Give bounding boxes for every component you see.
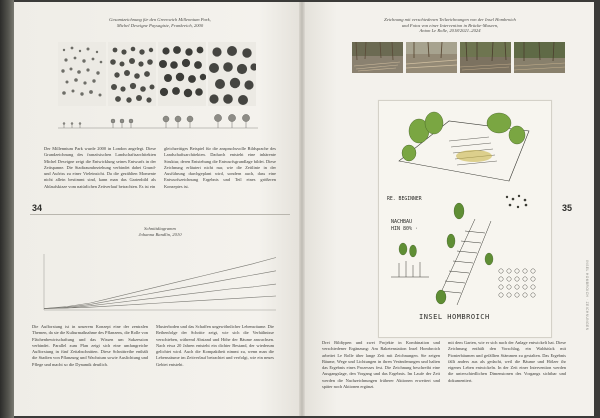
book-edge [0, 0, 14, 418]
left-divider [30, 214, 290, 215]
aerial-plan-3 [158, 42, 206, 106]
page-number-right: 35 [562, 203, 573, 213]
photo-4-image [514, 42, 565, 73]
photo-1-image [352, 42, 403, 73]
aerial-plan-4-drawing [208, 42, 256, 106]
photo-3 [460, 42, 511, 73]
page-number-left: 34 [32, 203, 43, 213]
aerial-plan-2 [108, 42, 156, 106]
aerial-plan-1-drawing [58, 42, 106, 106]
photo-2-image [406, 42, 457, 73]
elevation-strip [58, 114, 258, 130]
running-head: INSEL HOMBROICH · ZEICHNUNGEN [585, 260, 589, 331]
aerial-plan-1 [58, 42, 106, 106]
left-bottom-column-1: Die Aufforstung ist in unserem Konzept eine der zentralen Themen, da sie die Kulturmaßnahme des Pflanzens, die Rolle von Flächenbewirtschaftung und das Wissen um Sukzession verbindet. Parallel zum Plan zeigt sich eine umfangreiche Aufforstung in fünf Zeitabschnitten. Diese Schnittreihe enthält die Stadien von Pflanzung und Wachstum sowie Auslichtung und Pflege und macht so die Dynamik deutlich. [32, 324, 148, 367]
right-bottom-column-1: Drei Bildtypen und zwei Projekte in Kombination und verschiedener Ergänzung: Am Raketenstation Insel Hombroich arbeitet Le Rolle über lange Zeit mit Zeichnungen. Sie zeigen Bäume, Wege und Lichtungen in ihren Veränderungen und halten das Ergebnis eines Prozesses fest. Die Zeichnung beschreibt eine Ausgangslage, den Vorgang und das Ergebnis. Im Laufe der Zeit werden die Nachzeichnungen früherer Aktionen erweitert und später noch Aktionen ergänzt. [322, 340, 440, 389]
section-line-chart [42, 252, 278, 312]
photo-2 [406, 42, 457, 73]
chart-caption: Schnittdiagramm Johanna Bandlin, 2010 [138, 226, 182, 237]
photo-4 [514, 42, 565, 73]
photo-3-image [460, 42, 511, 73]
sketch-label-mid: NACHBAU HIN 80% · [391, 219, 419, 232]
left-body-column-2: gleichzeitiges Beispiel für die anspruchsvolle Bildsprache des Landschaftsarchitekten. Dadurch entsteht eine inhärente Struktur, deren Entstehung die Entwurfsgrundlage bildet. Diese Zeichnung erläutert nicht nur, wie die Zeitlinie in der Ausführung durchgeplant wird, sondern auch, dass eine Entwurfszeichnung Ergebnis und Teil eines größeren Konzeptes ist. [164, 146, 276, 189]
aerial-plan-2-drawing [108, 42, 156, 106]
left-body-column-1: Der Millennium Park wurde 2000 in London angelegt. Diese Grundzeichnung des französischen Landschaftsarchitekten Michel Desvigne zeigt die Entwicklung seines Entwurfs in der Zeitspanne. Die Stadtraumbeziehung verbindet dabei Grund- und Aufriss zu einer Vieleinsicht. Da die gezählten Momente nicht allein bestimmt sind, kann man das Gartenbild als Ablaufskizze vom natürlichen Zeitverlauf betrachten. Es ist ein [44, 146, 156, 189]
sketch-label-top: RE. BEGINNER [387, 197, 422, 202]
left-top-caption: Gesamtzeichnung für den Greenwich Millennium Park, Michel Desvigne Paysagiste, Frankreich, 2000 [109, 17, 211, 28]
left-bottom-column-2: Musterboden und das Schaffen ungewöhnlicher Lebensräume. Die Reihenfolge der Schritte zeigt, wie sich die Verhältnisse verschieben, während Abstand und Höhe der Bäume anwachsen. Nach etwa 20 Jahren entsteht ein dichter Bestand, der wiederum gelichtet wird. Auch die Kompaktheit nimmt zu, wenn man die Lebensräume im Zeitverlauf betrachtet und verfolgt, wie ein neues Gebiet entsteht. [156, 324, 274, 367]
sketch-title: INSEL HOMBROICH [419, 313, 490, 321]
right-bottom-column-2: mit dem Garten, wie er sich nach der Anlage entwickelt hat. Diese Zeichnung enthält den Vorschlag, ein Waldstück mit Pionierbäumen und gefällten Stämmen zu gestalten. Das Ergebnis fällt anders aus als gedacht, weil die Bäume und Hölzer ihr eigenes Leben entwickeln. In der Zeit einer Intervention werden die unterschiedlichen Dimensionen des Vorgangs sichtbar und dokumentiert. [448, 340, 566, 383]
aerial-plan-3-drawing [158, 42, 206, 106]
chart-series-A [44, 258, 276, 309]
right-top-caption: Zeichnung mit verschiedenen Teilzeichnungen von der Insel Hombroich und Fotos von einer Intervention in Brücke-Museen, Anton Le Rolle, 2018/2021–2024 [384, 17, 516, 34]
spine [299, 2, 305, 416]
aerial-plan-4 [208, 42, 256, 106]
hombroich-sketch [378, 100, 552, 338]
photo-1 [352, 42, 403, 73]
